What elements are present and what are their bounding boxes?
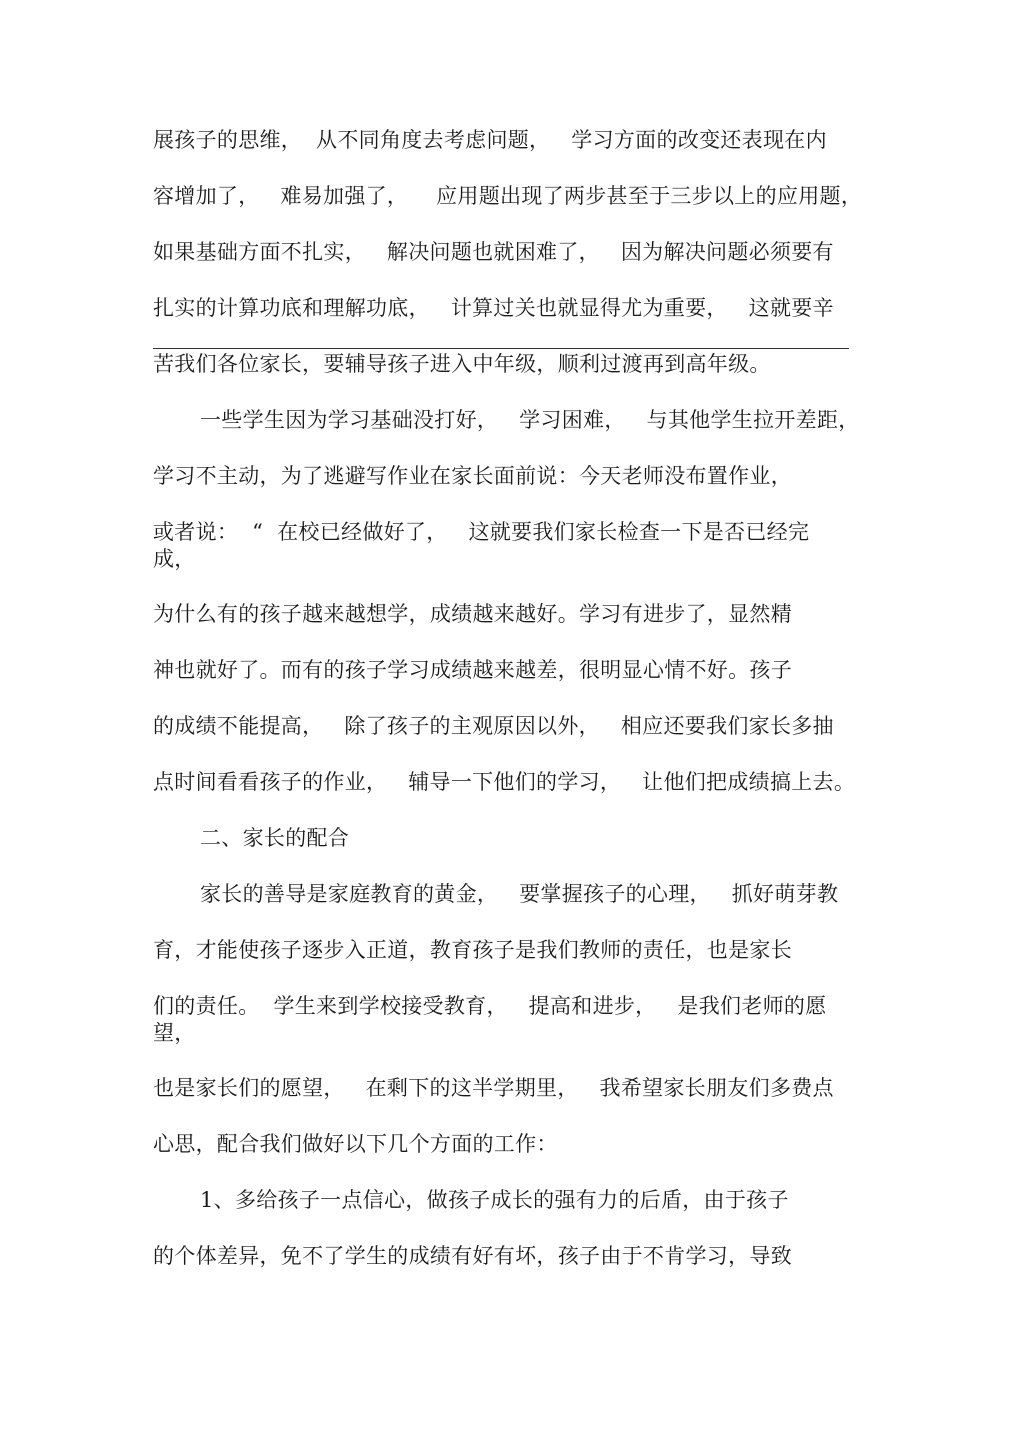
text-line: 的个体差异，免不了学生的成绩有好有坏，孩子由于不肯学习，导致 [153, 1244, 792, 1268]
paragraph-first-line: 1、多给孩子一点信心，做孩子成长的强有力的后盾，由于孩子 [200, 1188, 789, 1212]
text-line: 育，才能使孩子逐步入正道，教育孩子是我们教师的责任，也是家长 [153, 938, 792, 962]
text-line: 也是家长们的愿望， 在剩下的这半学期里， 我希望家长朋友们多费点 [153, 1076, 834, 1100]
text-line: 成， [153, 547, 196, 571]
text-line: 心思，配合我们做好以下几个方面的工作： [153, 1132, 558, 1156]
text-line: 或者说： “ 在校已经做好了， 这就要我们家长检查一下是否已经完 [153, 520, 810, 544]
text-line: 的成绩不能提高， 除了孩子的主观原因以外， 相应还要我们家长多抽 [153, 714, 834, 738]
horizontal-rule [153, 348, 849, 349]
text-line: 点时间看看孩子的作业， 辅导一下他们的学习， 让他们把成绩搞上去。 [153, 770, 856, 794]
text-line: 望， [153, 1021, 196, 1045]
paragraph-first-line: 家长的善导是家庭教育的黄金， 要掌握孩子的心理， 抓好萌芽教 [200, 882, 839, 906]
section-heading: 二、家长的配合 [200, 826, 350, 850]
text-line: 为什么有的孩子越来越想学，成绩越来越好。学习有进步了，显然精 [153, 602, 792, 626]
text-line: 容增加了， 难易加强了， 应用题出现了两步甚至于三步以上的应用题， [153, 184, 863, 208]
paragraph-first-line: 一些学生因为学习基础没打好， 学习困难， 与其他学生拉开差距， [200, 408, 860, 432]
text-line: 扎实的计算功底和理解功底， 计算过关也就显得尤为重要， 这就要辛 [153, 296, 834, 320]
text-line: 苦我们各位家长，要辅导孩子进入中年级，顺利过渡再到高年级。 [153, 352, 771, 376]
text-line: 展孩子的思维， 从不同角度去考虑问题， 学习方面的改变还表现在内 [153, 128, 827, 152]
text-line: 神也就好了。而有的孩子学习成绩越来越差，很明显心情不好。孩子 [153, 658, 792, 682]
text-line: 如果基础方面不扎实， 解决问题也就困难了， 因为解决问题必须要有 [153, 240, 834, 264]
text-line: 学习不主动，为了逃避写作业在家长面前说：今天老师没布置作业， [153, 464, 792, 488]
text-line: 们的责任。 学生来到学校接受教育， 提高和进步， 是我们老师的愿 [153, 994, 827, 1018]
